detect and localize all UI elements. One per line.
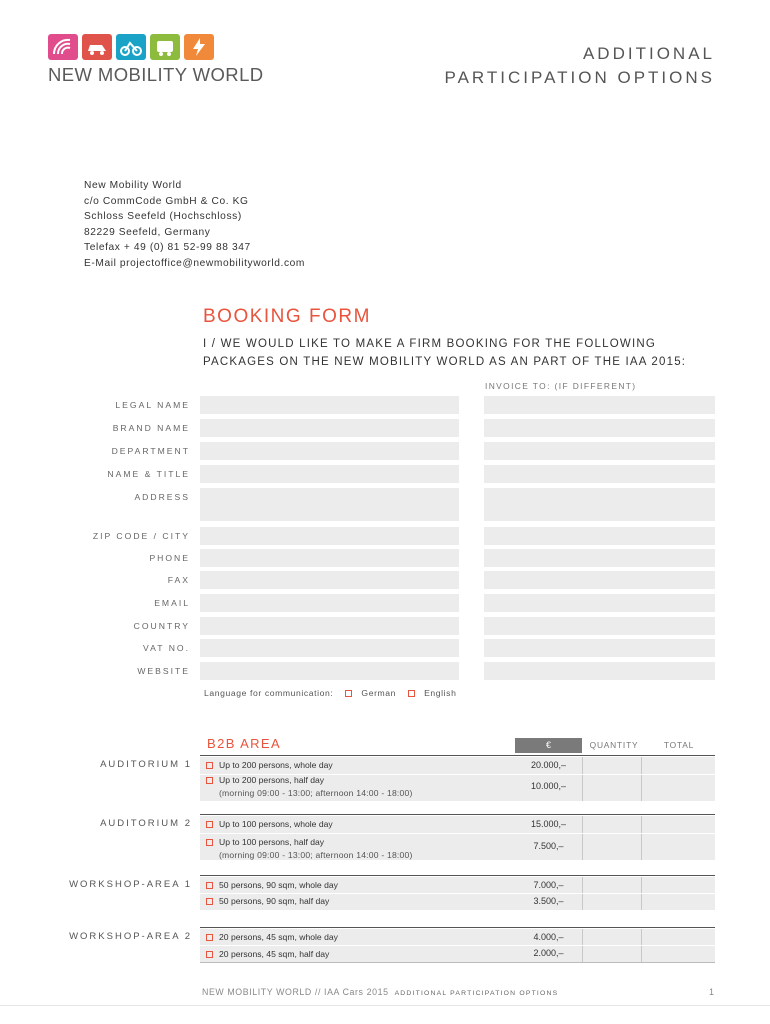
quantity-cell[interactable] bbox=[582, 834, 642, 860]
fax-field[interactable] bbox=[200, 571, 459, 589]
address-fax: Telefax + 49 (0) 81 52-99 88 347 bbox=[84, 242, 251, 254]
option-text: 20 persons, 45 sqm, half day bbox=[219, 949, 330, 959]
option-workshop-1-whole-day[interactable] bbox=[206, 879, 338, 892]
price-cell: 7.500,– bbox=[533, 841, 564, 851]
field-label: VAT NO. bbox=[143, 643, 190, 653]
field-label: FAX bbox=[167, 575, 190, 585]
quantity-cell[interactable] bbox=[582, 757, 642, 774]
vat-no-field[interactable] bbox=[200, 639, 459, 657]
field-row-phone bbox=[0, 549, 770, 567]
page-number: 1 bbox=[709, 987, 715, 997]
phone-field[interactable] bbox=[200, 549, 459, 567]
invoice-country-field[interactable] bbox=[484, 617, 715, 635]
address-line: Schloss Seefeld (Hochschloss) bbox=[84, 211, 242, 223]
quantity-cell[interactable] bbox=[582, 894, 642, 910]
option-checkbox[interactable] bbox=[206, 951, 213, 958]
section-label-workshop-area-1: WORKSHOP-AREA 1 bbox=[69, 879, 192, 890]
option-auditorium-2-whole-day[interactable] bbox=[206, 818, 333, 831]
option-auditorium-2-half-day[interactable] bbox=[206, 836, 413, 862]
total-cell[interactable] bbox=[642, 816, 715, 833]
quantity-cell[interactable] bbox=[582, 816, 642, 833]
quantity-cell[interactable] bbox=[582, 775, 642, 801]
option-checkbox[interactable] bbox=[206, 839, 213, 846]
field-label: WEBSITE bbox=[137, 666, 190, 676]
brand-name-field[interactable] bbox=[200, 419, 459, 437]
invoice-brand-name-field[interactable] bbox=[484, 419, 715, 437]
invoice-address-field[interactable] bbox=[484, 488, 715, 521]
section-label-workshop-area-2: WORKSHOP-AREA 2 bbox=[69, 931, 192, 942]
zip-city-field[interactable] bbox=[200, 527, 459, 545]
option-checkbox[interactable] bbox=[206, 762, 213, 769]
field-row-address bbox=[0, 488, 770, 521]
option-text: 50 persons, 90 sqm, half day bbox=[219, 896, 330, 906]
name-title-field[interactable] bbox=[200, 465, 459, 483]
total-cell[interactable] bbox=[642, 929, 715, 945]
field-row-zip-city bbox=[0, 527, 770, 545]
total-cell[interactable] bbox=[642, 877, 715, 893]
document-title bbox=[445, 42, 716, 90]
section-label-auditorium-1: AUDITORIUM 1 bbox=[100, 759, 192, 770]
option-text: Up to 200 persons, whole day bbox=[219, 760, 333, 770]
language-selector bbox=[204, 688, 456, 698]
footer-subtitle: ADDITIONAL PARTICIPATION OPTIONS bbox=[394, 990, 559, 997]
address-line: c/o CommCode GmbH & Co. KG bbox=[84, 195, 249, 207]
invoice-name-title-field[interactable] bbox=[484, 465, 715, 483]
option-checkbox[interactable] bbox=[206, 821, 213, 828]
option-checkbox[interactable] bbox=[206, 898, 213, 905]
price-column-header: € bbox=[515, 738, 582, 753]
german-checkbox[interactable] bbox=[345, 690, 352, 697]
option-text: Up to 200 persons, half day bbox=[219, 775, 325, 785]
invoice-fax-field[interactable] bbox=[484, 571, 715, 589]
total-column-header: TOTAL bbox=[663, 740, 695, 750]
footer-text: NEW MOBILITY WORLD // IAA Cars 2015 bbox=[202, 987, 389, 997]
price-cell: 10.000,– bbox=[530, 781, 567, 791]
field-row-country bbox=[0, 617, 770, 635]
field-row-email bbox=[0, 594, 770, 612]
section-divider bbox=[200, 927, 715, 928]
quantity-cell[interactable] bbox=[582, 946, 642, 962]
invoice-legal-name-field[interactable] bbox=[484, 396, 715, 414]
option-auditorium-1-whole-day[interactable] bbox=[206, 759, 333, 772]
invoice-vat-no-field[interactable] bbox=[484, 639, 715, 657]
field-label: COUNTRY bbox=[133, 621, 190, 631]
bike-icon bbox=[116, 34, 146, 60]
option-subtext: (morning 09:00 - 13:00; afternoon 14:00 - 18:00) bbox=[219, 850, 413, 860]
address-email: E-Mail projectoffice@newmobilityworld.com bbox=[84, 257, 306, 269]
field-row-legal-name bbox=[0, 396, 770, 414]
invoice-phone-field[interactable] bbox=[484, 549, 715, 567]
quantity-cell[interactable] bbox=[582, 877, 642, 893]
price-cell: 7.000,– bbox=[533, 880, 564, 890]
document-title-line2: PARTICIPATION OPTIONS bbox=[444, 68, 715, 87]
field-label: DEPARTMENT bbox=[111, 446, 190, 456]
invoice-to-label: INVOICE TO: (IF DIFFERENT) bbox=[485, 381, 637, 391]
logo-text: NEW MOBILITY WORLD bbox=[48, 64, 264, 85]
field-row-department bbox=[0, 442, 770, 460]
option-subtext: (morning 09:00 - 13:00; afternoon 14:00 - 18:00) bbox=[219, 788, 413, 798]
option-checkbox[interactable] bbox=[206, 777, 213, 784]
booking-subtitle-line2: PACKAGES ON THE NEW MOBILITY WORLD AS AN PART OF THE IAA 2015: bbox=[203, 356, 687, 368]
section-divider bbox=[200, 875, 715, 876]
field-label: ZIP CODE / CITY bbox=[92, 531, 190, 541]
section-divider bbox=[200, 814, 715, 815]
field-label: NAME & TITLE bbox=[107, 469, 190, 479]
option-checkbox[interactable] bbox=[206, 882, 213, 889]
logo-icons bbox=[48, 34, 214, 60]
price-cell: 20.000,– bbox=[530, 760, 567, 770]
page-bottom-rule bbox=[0, 1005, 770, 1006]
field-row-website bbox=[0, 662, 770, 680]
field-label: LEGAL NAME bbox=[115, 400, 190, 410]
invoice-website-field[interactable] bbox=[484, 662, 715, 680]
option-workshop-2-half-day[interactable] bbox=[206, 948, 329, 961]
website-field[interactable] bbox=[200, 662, 459, 680]
field-row-name-title bbox=[0, 465, 770, 483]
booking-form-subtitle bbox=[203, 335, 723, 371]
field-label: ADDRESS bbox=[134, 492, 190, 502]
quantity-column-header: QUANTITY bbox=[589, 740, 639, 750]
invoice-email-field[interactable] bbox=[484, 594, 715, 612]
price-cell: 3.500,– bbox=[533, 896, 564, 906]
option-text: Up to 100 persons, whole day bbox=[219, 819, 333, 829]
english-checkbox[interactable] bbox=[408, 690, 415, 697]
legal-name-field[interactable] bbox=[200, 396, 459, 414]
logo bbox=[48, 34, 298, 94]
total-cell[interactable] bbox=[642, 757, 715, 774]
footer bbox=[202, 987, 558, 997]
field-row-brand-name bbox=[0, 419, 770, 437]
section-divider bbox=[200, 755, 715, 756]
total-cell[interactable] bbox=[642, 834, 715, 860]
english-label: English bbox=[424, 688, 457, 698]
wifi-icon bbox=[48, 34, 78, 60]
price-cell: 4.000,– bbox=[533, 932, 564, 942]
address-line: 82229 Seefeld, Germany bbox=[84, 226, 211, 238]
quantity-cell[interactable] bbox=[582, 929, 642, 945]
field-label: PHONE bbox=[149, 553, 190, 563]
option-text: Up to 100 persons, half day bbox=[219, 837, 325, 847]
address-field[interactable] bbox=[200, 488, 459, 521]
field-label: BRAND NAME bbox=[112, 423, 190, 433]
booking-subtitle-line1: I / WE WOULD LIKE TO MAKE A FIRM BOOKING FOR THE FOLLOWING bbox=[203, 338, 656, 350]
email-field[interactable] bbox=[200, 594, 459, 612]
german-label: German bbox=[361, 688, 397, 698]
total-cell[interactable] bbox=[642, 894, 715, 910]
option-text: 50 persons, 90 sqm, whole day bbox=[219, 880, 338, 890]
bus-icon bbox=[150, 34, 180, 60]
section-label-auditorium-2: AUDITORIUM 2 bbox=[100, 818, 192, 829]
address-block bbox=[84, 178, 305, 272]
price-cell: 15.000,– bbox=[530, 819, 567, 829]
field-row-vat-no bbox=[0, 639, 770, 657]
country-field[interactable] bbox=[200, 617, 459, 635]
car-icon bbox=[82, 34, 112, 60]
charging-icon bbox=[184, 34, 214, 60]
field-row-fax bbox=[0, 571, 770, 589]
document-title-line1: ADDITIONAL bbox=[582, 44, 715, 63]
language-label: Language for communication: bbox=[204, 688, 334, 698]
total-cell[interactable] bbox=[642, 946, 715, 962]
option-text: 20 persons, 45 sqm, whole day bbox=[219, 932, 338, 942]
field-label: EMAIL bbox=[154, 598, 190, 608]
total-cell[interactable] bbox=[642, 775, 715, 801]
price-cell: 2.000,– bbox=[533, 948, 564, 958]
invoice-department-field[interactable] bbox=[484, 442, 715, 460]
option-workshop-2-whole-day[interactable] bbox=[206, 931, 338, 944]
option-checkbox[interactable] bbox=[206, 934, 213, 941]
booking-form-title: BOOKING FORM bbox=[203, 306, 371, 327]
address-line: New Mobility World bbox=[84, 180, 182, 191]
table-bottom-divider bbox=[200, 962, 715, 963]
invoice-zip-city-field[interactable] bbox=[484, 527, 715, 545]
option-workshop-1-half-day[interactable] bbox=[206, 895, 329, 908]
b2b-area-title: B2B AREA bbox=[207, 736, 282, 751]
department-field[interactable] bbox=[200, 442, 459, 460]
option-auditorium-1-half-day[interactable] bbox=[206, 774, 413, 800]
